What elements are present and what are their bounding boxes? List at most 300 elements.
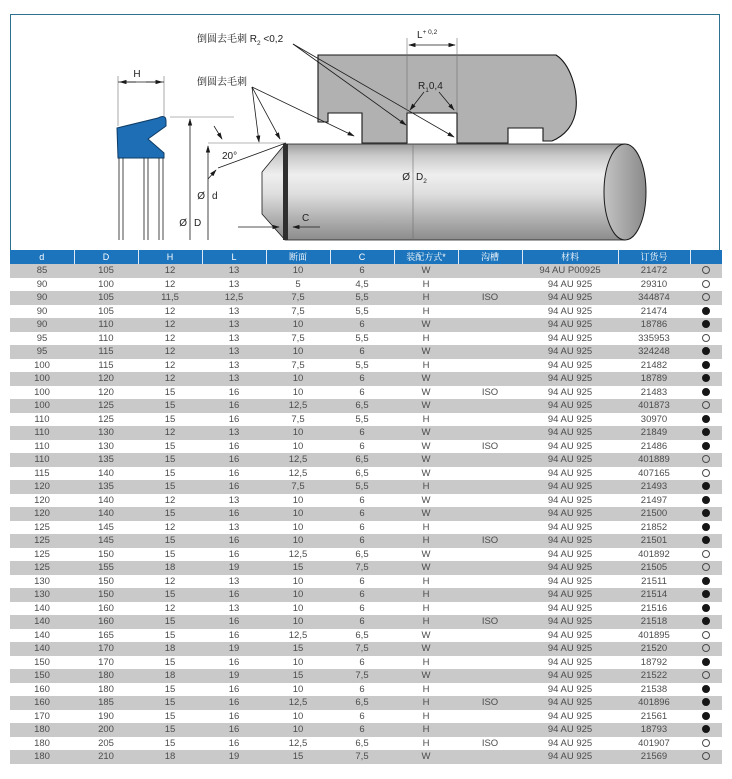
table-cell: 10	[266, 710, 330, 724]
housing-block	[318, 55, 576, 143]
table-cell: W	[394, 548, 458, 562]
svg-text:Ø: Ø	[197, 191, 205, 202]
table-cell: 16	[202, 480, 266, 494]
table-cell: 110	[74, 332, 138, 346]
table-cell: 5,5	[330, 413, 394, 427]
table-cell: H	[394, 710, 458, 724]
table-row	[10, 440, 722, 454]
table-cell: ISO	[458, 534, 522, 548]
table-cell: 100	[10, 386, 74, 400]
table-row	[10, 521, 722, 535]
table-row	[10, 602, 722, 616]
table-cell: 150	[74, 548, 138, 562]
table-cell: 10	[266, 723, 330, 737]
table-cell: 18789	[618, 372, 690, 386]
table-cell: 130	[74, 426, 138, 440]
table-cell: W	[394, 467, 458, 481]
table-cell: 6	[330, 683, 394, 697]
availability-cell	[690, 669, 722, 683]
table-cell: 180	[10, 723, 74, 737]
table-cell: 94 AU 925	[522, 386, 618, 400]
table-cell: 94 AU 925	[522, 291, 618, 305]
table-cell: 13	[202, 602, 266, 616]
availability-cell	[690, 737, 722, 751]
table-cell: 7,5	[266, 413, 330, 427]
table-cell: 13	[202, 278, 266, 292]
table-cell: 16	[202, 737, 266, 751]
table-cell: 110	[10, 453, 74, 467]
table-cell: 401892	[618, 548, 690, 562]
table-cell: H	[394, 602, 458, 616]
table-cell: 94 AU 925	[522, 359, 618, 373]
table-cell: 6,5	[330, 696, 394, 710]
filled-circle-icon	[702, 442, 710, 450]
availability-cell	[690, 683, 722, 697]
column-header: 装配方式*	[394, 250, 458, 264]
table-cell: 6,5	[330, 467, 394, 481]
table-cell: 15	[138, 440, 202, 454]
table-row	[10, 710, 722, 724]
table-cell: 94 AU 925	[522, 413, 618, 427]
filled-circle-icon	[702, 590, 710, 598]
table-cell: 115	[74, 345, 138, 359]
table-cell: ISO	[458, 737, 522, 751]
table-cell: 10	[266, 575, 330, 589]
table-cell: 407165	[618, 467, 690, 481]
table-cell: 21852	[618, 521, 690, 535]
table-header	[10, 250, 722, 264]
table-cell: W	[394, 642, 458, 656]
table-cell: 94 AU 925	[522, 642, 618, 656]
table-cell: 15	[138, 548, 202, 562]
table-cell: 10	[266, 264, 330, 278]
table-cell: W	[394, 264, 458, 278]
table-cell: H	[394, 332, 458, 346]
availability-cell	[690, 696, 722, 710]
table-cell: H	[394, 521, 458, 535]
table-cell: 200	[74, 723, 138, 737]
svg-text:D: D	[194, 218, 202, 229]
table-cell: 401889	[618, 453, 690, 467]
table-cell: 21501	[618, 534, 690, 548]
table-cell: 7,5	[330, 561, 394, 575]
table-cell: 94 AU 925	[522, 453, 618, 467]
table-cell: 16	[202, 507, 266, 521]
table-cell: 94 AU 925	[522, 399, 618, 413]
filled-circle-icon	[702, 307, 710, 315]
filled-circle-icon	[702, 658, 710, 666]
table-cell: 12,5	[266, 399, 330, 413]
table-cell: 100	[10, 372, 74, 386]
table-cell: 190	[74, 710, 138, 724]
table-cell	[458, 359, 522, 373]
table-cell: 6	[330, 507, 394, 521]
table-row	[10, 345, 722, 359]
table-cell: 16	[202, 629, 266, 643]
l-label: $L^{+ 0,2}$	[417, 29, 438, 41]
table-row	[10, 507, 722, 521]
table-cell	[458, 507, 522, 521]
table-cell: 10	[266, 426, 330, 440]
table-cell: 18	[138, 750, 202, 764]
table-cell	[458, 521, 522, 535]
table-cell: 10	[266, 507, 330, 521]
table-row	[10, 588, 722, 602]
table-cell: 10	[266, 494, 330, 508]
column-header	[690, 250, 722, 264]
table-cell: 170	[10, 710, 74, 724]
open-circle-icon	[702, 280, 710, 288]
filled-circle-icon	[702, 577, 710, 585]
table-row	[10, 453, 722, 467]
table-cell: 94 AU 925	[522, 548, 618, 562]
table-cell: W	[394, 750, 458, 764]
table-cell: 94 AU 925	[522, 629, 618, 643]
table-cell: 6	[330, 318, 394, 332]
table-cell: 13	[202, 264, 266, 278]
table-cell: 10	[266, 602, 330, 616]
table-row	[10, 372, 722, 386]
table-cell: 185	[74, 696, 138, 710]
table-cell: 100	[10, 399, 74, 413]
table-cell: ISO	[458, 440, 522, 454]
table-cell: 130	[10, 588, 74, 602]
table-cell: W	[394, 453, 458, 467]
table-cell: 16	[202, 656, 266, 670]
table-cell: 13	[202, 426, 266, 440]
table-cell: H	[394, 656, 458, 670]
deburr-r2-label: 倒圆去毛刺 $R_2 <0,2$	[197, 34, 284, 47]
table-cell: 6	[330, 440, 394, 454]
table-cell	[458, 561, 522, 575]
table-cell: 16	[202, 413, 266, 427]
table-cell: 120	[10, 507, 74, 521]
table-row	[10, 480, 722, 494]
table-cell: 12,5	[266, 696, 330, 710]
table-cell: 180	[10, 750, 74, 764]
table-cell: 94 AU 925	[522, 615, 618, 629]
table-cell: 105	[74, 291, 138, 305]
availability-cell	[690, 345, 722, 359]
table-cell: 94 AU 925	[522, 723, 618, 737]
shaft-cylinder	[262, 144, 646, 240]
table-cell: 125	[10, 521, 74, 535]
filled-circle-icon	[702, 523, 710, 531]
availability-cell	[690, 629, 722, 643]
table-cell: 7,5	[266, 480, 330, 494]
table-cell: 140	[10, 642, 74, 656]
availability-cell	[690, 575, 722, 589]
table-cell: 90	[10, 318, 74, 332]
table-cell: 21849	[618, 426, 690, 440]
svg-text:Ø: Ø	[179, 218, 187, 229]
table-cell: 6	[330, 656, 394, 670]
table-cell: 6,5	[330, 548, 394, 562]
table-cell: 180	[74, 669, 138, 683]
table-cell: 12	[138, 521, 202, 535]
table-cell: 7,5	[266, 305, 330, 319]
table-cell: 7,5	[330, 750, 394, 764]
table-cell	[458, 372, 522, 386]
table-cell: 21520	[618, 642, 690, 656]
table-cell: 5,5	[330, 332, 394, 346]
availability-cell	[690, 534, 722, 548]
table-cell: 12,5	[266, 629, 330, 643]
table-cell: 94 AU 925	[522, 507, 618, 521]
table-cell: 12	[138, 264, 202, 278]
table-cell: W	[394, 669, 458, 683]
table-row	[10, 723, 722, 737]
table-cell: 94 AU 925	[522, 710, 618, 724]
table-cell: H	[394, 575, 458, 589]
table-cell: 140	[10, 629, 74, 643]
table-cell: 90	[10, 305, 74, 319]
table-cell	[458, 413, 522, 427]
table-cell: W	[394, 629, 458, 643]
table-cell: 21497	[618, 494, 690, 508]
table-cell: W	[394, 561, 458, 575]
table-cell: 12	[138, 575, 202, 589]
table-cell: 94 AU 925	[522, 426, 618, 440]
availability-cell	[690, 453, 722, 467]
table-cell: H	[394, 413, 458, 427]
open-circle-icon	[702, 550, 710, 558]
table-cell: 15	[138, 534, 202, 548]
table-cell: H	[394, 683, 458, 697]
table-cell	[458, 264, 522, 278]
table-cell: 19	[202, 750, 266, 764]
table-cell: 21482	[618, 359, 690, 373]
availability-cell	[690, 548, 722, 562]
table-cell: 95	[10, 345, 74, 359]
filled-circle-icon	[702, 320, 710, 328]
table-cell: H	[394, 359, 458, 373]
table-cell: 5,5	[330, 480, 394, 494]
table-row	[10, 494, 722, 508]
availability-cell	[690, 561, 722, 575]
table-cell	[458, 710, 522, 724]
table-cell: 16	[202, 467, 266, 481]
table-row	[10, 669, 722, 683]
table-row	[10, 696, 722, 710]
open-circle-icon	[702, 739, 710, 747]
column-header: 沟槽	[458, 250, 522, 264]
table-row	[10, 750, 722, 764]
table-cell: 12	[138, 359, 202, 373]
table-cell: H	[394, 615, 458, 629]
table-cell: 140	[74, 507, 138, 521]
table-cell: 155	[74, 561, 138, 575]
table-row	[10, 656, 722, 670]
table-row	[10, 548, 722, 562]
availability-cell	[690, 332, 722, 346]
table-cell: W	[394, 345, 458, 359]
table-cell: 16	[202, 399, 266, 413]
table-cell	[458, 602, 522, 616]
table-cell: H	[394, 723, 458, 737]
table-cell: 401896	[618, 696, 690, 710]
table-cell: 5	[266, 278, 330, 292]
table-row	[10, 305, 722, 319]
table-cell: 180	[74, 683, 138, 697]
table-cell: 94 AU 925	[522, 345, 618, 359]
filled-circle-icon	[702, 725, 710, 733]
filled-circle-icon	[702, 361, 710, 369]
table-cell	[458, 345, 522, 359]
table-cell: 15	[138, 453, 202, 467]
table-cell: 12,5	[202, 291, 266, 305]
table-cell: 12,5	[266, 453, 330, 467]
availability-cell	[690, 440, 722, 454]
svg-text:d: d	[212, 191, 218, 202]
table-cell: 140	[10, 615, 74, 629]
table-cell: 6	[330, 345, 394, 359]
table-cell: 324248	[618, 345, 690, 359]
table-cell: 90	[10, 291, 74, 305]
open-circle-icon	[702, 401, 710, 409]
table-cell: 16	[202, 696, 266, 710]
table-cell: H	[394, 480, 458, 494]
table-cell: 21486	[618, 440, 690, 454]
table-cell: 15	[138, 399, 202, 413]
table-cell: 94 AU 925	[522, 494, 618, 508]
table-cell: 6	[330, 575, 394, 589]
table-cell: 100	[74, 278, 138, 292]
table-cell: 12	[138, 278, 202, 292]
table-cell: 16	[202, 440, 266, 454]
table-cell: 15	[138, 467, 202, 481]
availability-cell	[690, 372, 722, 386]
table-cell: 5,5	[330, 305, 394, 319]
table-cell: 15	[138, 683, 202, 697]
table-cell: 15	[138, 507, 202, 521]
table-cell: 6	[330, 386, 394, 400]
table-cell: 94 AU 925	[522, 575, 618, 589]
table-cell: 150	[10, 656, 74, 670]
table-cell: 12	[138, 494, 202, 508]
filled-circle-icon	[702, 536, 710, 544]
table-row	[10, 561, 722, 575]
column-header: D	[74, 250, 138, 264]
table-cell: 10	[266, 440, 330, 454]
table-cell: ISO	[458, 615, 522, 629]
table-cell: 12,5	[266, 467, 330, 481]
table-cell: 16	[202, 683, 266, 697]
table-cell: 160	[10, 696, 74, 710]
column-header: 断面	[266, 250, 330, 264]
availability-cell	[690, 602, 722, 616]
table-row	[10, 467, 722, 481]
table-cell: 125	[10, 561, 74, 575]
availability-cell	[690, 710, 722, 724]
table-cell: 94 AU 925	[522, 588, 618, 602]
table-cell: 120	[74, 386, 138, 400]
seal-cross-section	[117, 69, 166, 240]
table-cell: 130	[10, 575, 74, 589]
table-cell: 180	[10, 737, 74, 751]
table-cell: W	[394, 386, 458, 400]
table-cell: 115	[10, 467, 74, 481]
r1-label: $R_10,4$	[418, 81, 443, 94]
table-cell: 140	[74, 467, 138, 481]
availability-cell	[690, 750, 722, 764]
table-cell: 110	[10, 413, 74, 427]
table-cell: H	[394, 737, 458, 751]
open-circle-icon	[702, 455, 710, 463]
table-cell	[458, 480, 522, 494]
availability-cell	[690, 615, 722, 629]
table-cell: 21538	[618, 683, 690, 697]
table-cell: 95	[10, 332, 74, 346]
seal-assembly-drawing	[10, 14, 722, 249]
open-circle-icon	[702, 293, 710, 301]
table-row	[10, 629, 722, 643]
open-circle-icon	[702, 671, 710, 679]
availability-cell	[690, 480, 722, 494]
table-row	[10, 318, 722, 332]
column-header: 材料	[522, 250, 618, 264]
table-cell: H	[394, 291, 458, 305]
angle-label: 20°	[222, 151, 238, 162]
table-cell: H	[394, 534, 458, 548]
table-cell: 19	[202, 642, 266, 656]
table-cell: W	[394, 399, 458, 413]
table-row	[10, 737, 722, 751]
table-cell: 94 AU 925	[522, 534, 618, 548]
table-cell: 6,5	[330, 399, 394, 413]
table-cell: 94 AU 925	[522, 480, 618, 494]
table-row	[10, 264, 722, 278]
table-cell: 18	[138, 642, 202, 656]
table-cell: 21516	[618, 602, 690, 616]
table-cell: ISO	[458, 291, 522, 305]
table-cell: 15	[138, 737, 202, 751]
table-cell: 13	[202, 345, 266, 359]
table-cell: 21569	[618, 750, 690, 764]
table-cell: ISO	[458, 696, 522, 710]
table-cell: 18	[138, 669, 202, 683]
table-cell: 15	[138, 696, 202, 710]
table-cell: 15	[138, 656, 202, 670]
table-cell: 94 AU 925	[522, 318, 618, 332]
table-cell: 21522	[618, 669, 690, 683]
column-header: H	[138, 250, 202, 264]
table-cell: 6	[330, 615, 394, 629]
table-cell: H	[394, 696, 458, 710]
table-row	[10, 642, 722, 656]
availability-cell	[690, 305, 722, 319]
table-cell: 6	[330, 710, 394, 724]
table-cell: 150	[74, 575, 138, 589]
table-cell: 16	[202, 548, 266, 562]
table-cell: 21500	[618, 507, 690, 521]
column-header: L	[202, 250, 266, 264]
table-cell: 160	[74, 615, 138, 629]
table-cell	[458, 683, 522, 697]
table-row	[10, 359, 722, 373]
availability-cell	[690, 642, 722, 656]
table-row	[10, 291, 722, 305]
open-circle-icon	[702, 752, 710, 760]
table-cell: 94 AU 925	[522, 467, 618, 481]
table-cell: 401895	[618, 629, 690, 643]
table-cell	[458, 588, 522, 602]
table-cell: W	[394, 440, 458, 454]
availability-cell	[690, 467, 722, 481]
table-cell: 18793	[618, 723, 690, 737]
table-cell: 12,5	[266, 737, 330, 751]
table-cell: 16	[202, 723, 266, 737]
